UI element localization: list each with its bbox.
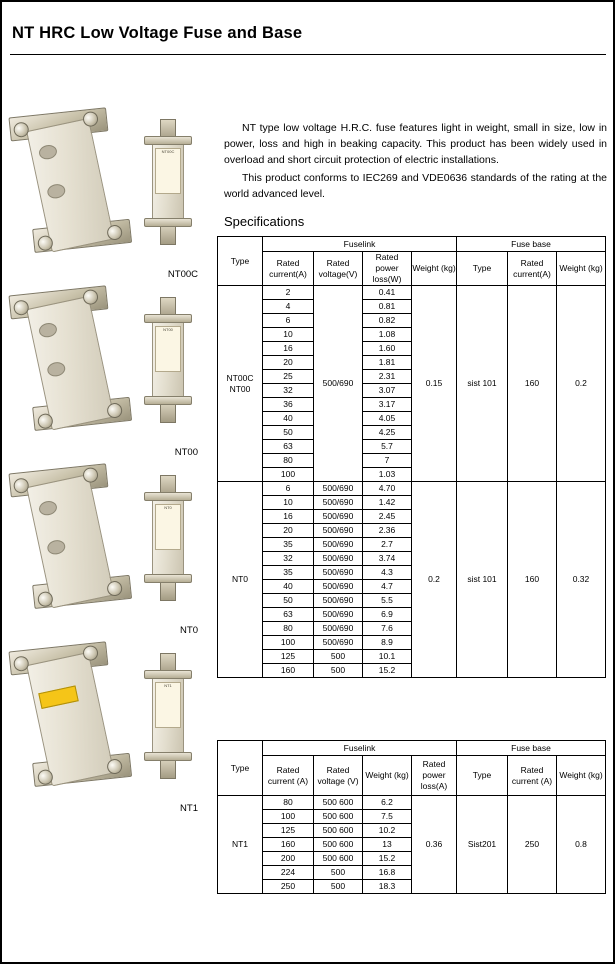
- table-row: [218, 286, 606, 300]
- cell-rated-current: 224: [263, 866, 314, 880]
- cell-rated-current: 4: [263, 300, 314, 314]
- cell-base-rated-current: 160: [508, 482, 557, 678]
- cell-power-loss: 4.25: [363, 426, 412, 440]
- cell-rated-current: 125: [263, 824, 314, 838]
- cell-power-loss: 1.42: [363, 496, 412, 510]
- cell-power-loss: 0.82: [363, 314, 412, 328]
- col-rated-voltage: Rated voltage(V): [314, 252, 363, 286]
- cell-weight: 16.8: [363, 866, 412, 880]
- product-image-nt0: [10, 458, 216, 636]
- col-weight: Weight (kg): [412, 252, 457, 286]
- col-rated-current: Rated current(A): [263, 252, 314, 286]
- cell-rated-current: 35: [263, 566, 314, 580]
- cell-type: NT0: [218, 482, 263, 678]
- cell-base-weight: 0.2: [557, 286, 606, 482]
- col-base-type: Type: [457, 252, 508, 286]
- col-rated-current: Rated current (A): [263, 756, 314, 796]
- product-caption: NT1: [180, 803, 198, 814]
- cell-power-loss: 6.9: [363, 608, 412, 622]
- group-fuselink: Fuselink: [263, 237, 457, 252]
- intro-paragraph-2: This product conforms to IEC269 and VDE0636 standards of the rating at the world advanced level.: [224, 172, 607, 200]
- cell-rated-current: 16: [263, 510, 314, 524]
- cell-rated-current: 25: [263, 370, 314, 384]
- cell-power-loss: 1.81: [363, 356, 412, 370]
- cell-rated-voltage: 500: [314, 866, 363, 880]
- cell-power-loss: 5.5: [363, 594, 412, 608]
- cell-rated-current: 80: [263, 454, 314, 468]
- cell-base-type: sist 101: [457, 286, 508, 482]
- cell-weight: 10.2: [363, 824, 412, 838]
- cell-power-loss: 1.60: [363, 342, 412, 356]
- cell-base-rated-current: 160: [508, 286, 557, 482]
- cell-rated-voltage: 500/690: [314, 496, 363, 510]
- col-rated-power-loss: Rated power loss(W): [363, 252, 412, 286]
- product-caption: NT0: [180, 625, 198, 636]
- cell-rated-current: 16: [263, 342, 314, 356]
- intro-paragraph-1: NT type low voltage H.R.C. fuse features light in weight, small in size, low in power, loss and high in beaking capacity. This product has been widely used in overload and short circuit protection of electric installations.: [224, 122, 607, 166]
- group-fuselink: Fuselink: [263, 741, 457, 756]
- cell-rated-current: 100: [263, 468, 314, 482]
- col-base-rated-current: Rated current(A): [508, 252, 557, 286]
- cell-type: NT00C NT00: [218, 286, 263, 482]
- cell-rated-current: 40: [263, 412, 314, 426]
- col-base-weight: Weight (kg): [557, 252, 606, 286]
- cell-rated-voltage: 500/690: [314, 286, 363, 482]
- cell-base-type: sist 101: [457, 482, 508, 678]
- cell-weight: 18.3: [363, 880, 412, 894]
- product-image-nt1: [10, 636, 216, 814]
- cell-power-loss: 2.7: [363, 538, 412, 552]
- cell-power-loss: 4.70: [363, 482, 412, 496]
- col-base-rated-current: Rated current (A): [508, 756, 557, 796]
- cell-power-loss: 15.2: [363, 664, 412, 678]
- product-caption: NT00: [174, 447, 198, 458]
- cell-weight: 0.15: [412, 286, 457, 482]
- cell-rated-voltage: 500: [314, 880, 363, 894]
- cell-power-loss: 2.31: [363, 370, 412, 384]
- cell-rated-voltage: 500 600: [314, 810, 363, 824]
- cell-rated-current: 35: [263, 538, 314, 552]
- fuse-base-drawing: [8, 454, 145, 623]
- cell-rated-voltage: 500/690: [314, 510, 363, 524]
- cell-power-loss: 2.36: [363, 524, 412, 538]
- cell-power-loss: 2.45: [363, 510, 412, 524]
- cell-weight: 0.2: [412, 482, 457, 678]
- table-group-header-row: [218, 237, 606, 252]
- table-row: [218, 482, 606, 496]
- cell-weight: 15.2: [363, 852, 412, 866]
- cell-power-loss: 0.36: [412, 796, 457, 894]
- col-type: Type: [218, 741, 263, 796]
- cell-rated-current: 100: [263, 636, 314, 650]
- product-caption: NT00C: [167, 269, 198, 280]
- page-title: NT HRC Low Voltage Fuse and Base: [12, 24, 303, 42]
- cell-power-loss: 0.41: [363, 286, 412, 300]
- cell-weight: 6.2: [363, 796, 412, 810]
- cell-rated-current: 10: [263, 496, 314, 510]
- cell-rated-current: 125: [263, 650, 314, 664]
- intro-text: [224, 120, 607, 204]
- col-base-weight: Weight (kg): [557, 756, 606, 796]
- cell-power-loss: 1.03: [363, 468, 412, 482]
- cell-rated-current: 63: [263, 440, 314, 454]
- fuse-link-drawing: [138, 302, 200, 422]
- cell-rated-voltage: 500 600: [314, 796, 363, 810]
- cell-rated-current: 20: [263, 524, 314, 538]
- cell-rated-voltage: 500/690: [314, 538, 363, 552]
- cell-power-loss: 3.17: [363, 398, 412, 412]
- cell-rated-current: 80: [263, 796, 314, 810]
- cell-rated-current: 36: [263, 398, 314, 412]
- cell-power-loss: 7.6: [363, 622, 412, 636]
- cell-weight: 13: [363, 838, 412, 852]
- cell-power-loss: 4.05: [363, 412, 412, 426]
- cell-weight: 7.5: [363, 810, 412, 824]
- cell-power-loss: 5.7: [363, 440, 412, 454]
- cell-rated-voltage: 500/690: [314, 636, 363, 650]
- cell-rated-current: 100: [263, 810, 314, 824]
- cell-rated-voltage: 500/690: [314, 552, 363, 566]
- fuse-base-drawing: [8, 632, 145, 801]
- cell-rated-voltage: 500/690: [314, 622, 363, 636]
- cell-rated-current: 160: [263, 664, 314, 678]
- fuse-link-drawing: [138, 480, 200, 600]
- cell-base-rated-current: 250: [508, 796, 557, 894]
- cell-rated-current: 40: [263, 580, 314, 594]
- cell-base-weight: 0.32: [557, 482, 606, 678]
- product-image-nt00c: [10, 102, 216, 280]
- cell-rated-current: 63: [263, 608, 314, 622]
- product-image-nt00: [10, 280, 216, 458]
- col-rated-power-loss: Rated power loss(A): [412, 756, 457, 796]
- cell-rated-voltage: 500/690: [314, 580, 363, 594]
- cell-rated-current: 10: [263, 328, 314, 342]
- cell-type: NT1: [218, 796, 263, 894]
- cell-rated-voltage: 500/690: [314, 566, 363, 580]
- cell-base-type: Sist201: [457, 796, 508, 894]
- table-group-header-row: [218, 741, 606, 756]
- cell-rated-current: 20: [263, 356, 314, 370]
- table-column-header-row: [218, 756, 606, 796]
- title-divider: [10, 54, 606, 55]
- cell-rated-voltage: 500 600: [314, 824, 363, 838]
- cell-power-loss: 4.3: [363, 566, 412, 580]
- cell-rated-voltage: 500/690: [314, 594, 363, 608]
- cell-rated-current: 2: [263, 286, 314, 300]
- cell-rated-current: 50: [263, 594, 314, 608]
- cell-power-loss: 10.1: [363, 650, 412, 664]
- specifications-table-1: [217, 236, 606, 678]
- product-image-column: [10, 102, 216, 814]
- col-base-type: Type: [457, 756, 508, 796]
- cell-rated-voltage: 500: [314, 664, 363, 678]
- cell-rated-voltage: 500 600: [314, 838, 363, 852]
- cell-power-loss: 3.74: [363, 552, 412, 566]
- specifications-heading: Specifications: [224, 214, 305, 229]
- cell-rated-voltage: 500: [314, 650, 363, 664]
- group-fuse-base: Fuse base: [457, 741, 606, 756]
- cell-power-loss: 8.9: [363, 636, 412, 650]
- group-fuse-base: Fuse base: [457, 237, 606, 252]
- col-rated-voltage: Rated voltage (V): [314, 756, 363, 796]
- fuse-base-drawing: [8, 98, 145, 267]
- fuse-link-label: NT0: [155, 504, 181, 550]
- cell-rated-current: 50: [263, 426, 314, 440]
- cell-rated-voltage: 500/690: [314, 608, 363, 622]
- col-type: Type: [218, 237, 263, 286]
- specifications-table-2: [217, 740, 606, 894]
- cell-rated-voltage: 500 600: [314, 852, 363, 866]
- cell-power-loss: 3.07: [363, 384, 412, 398]
- cell-power-loss: 1.08: [363, 328, 412, 342]
- cell-base-weight: 0.8: [557, 796, 606, 894]
- table-column-header-row: [218, 252, 606, 286]
- cell-rated-current: 80: [263, 622, 314, 636]
- cell-rated-current: 32: [263, 384, 314, 398]
- cell-rated-current: 6: [263, 482, 314, 496]
- cell-rated-current: 6: [263, 314, 314, 328]
- fuse-link-label: NT1: [155, 682, 181, 728]
- cell-rated-voltage: 500/690: [314, 524, 363, 538]
- cell-power-loss: 4.7: [363, 580, 412, 594]
- fuse-base-drawing: [8, 276, 145, 445]
- cell-power-loss: 7: [363, 454, 412, 468]
- cell-rated-current: 200: [263, 852, 314, 866]
- cell-rated-current: 32: [263, 552, 314, 566]
- cell-power-loss: 0.81: [363, 300, 412, 314]
- cell-rated-current: 250: [263, 880, 314, 894]
- table-row: [218, 796, 606, 810]
- cell-rated-voltage: 500/690: [314, 482, 363, 496]
- fuse-link-drawing: [138, 124, 200, 244]
- col-weight: Weight (kg): [363, 756, 412, 796]
- fuse-link-label: NT00: [155, 326, 181, 372]
- cell-rated-current: 160: [263, 838, 314, 852]
- fuse-link-drawing: [138, 658, 200, 778]
- fuse-link-label: NT00C: [155, 148, 181, 194]
